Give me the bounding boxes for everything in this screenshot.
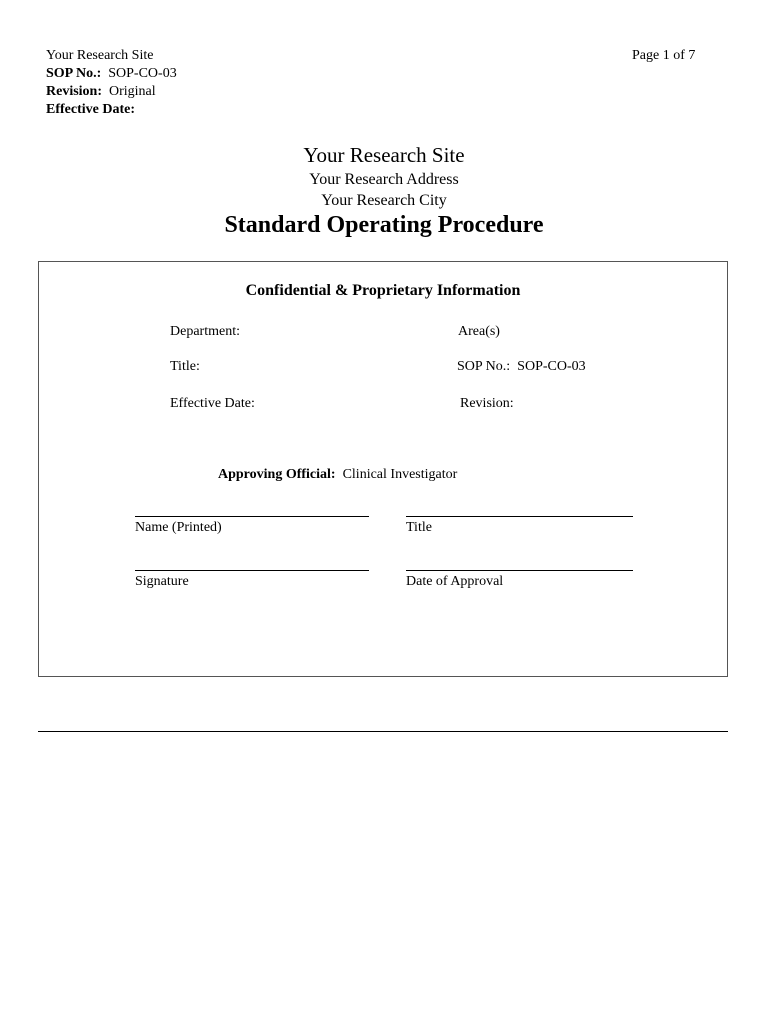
header-effective-date-label: Effective Date: [46, 102, 136, 117]
title-sign-line[interactable] [406, 516, 633, 517]
date-of-approval-caption: Date of Approval [406, 574, 504, 589]
name-printed-line[interactable] [135, 516, 369, 517]
header-revision-label: Revision: [46, 84, 102, 99]
form-sop-line [457, 358, 586, 375]
approval-form-box [38, 261, 728, 677]
header-revision-value: Original [109, 84, 156, 99]
form-sop-value: SOP-CO-03 [517, 359, 586, 374]
areas-label: Area(s) [458, 324, 500, 339]
title-site-name: Your Research Site [303, 143, 465, 167]
department-label: Department: [170, 324, 240, 339]
header-sop-line [46, 65, 177, 82]
document-type-title: Standard Operating Procedure [224, 212, 544, 238]
title-address: Your Research Address [309, 171, 459, 188]
form-heading: Confidential & Proprietary Information [245, 282, 521, 299]
approving-official-line [218, 466, 457, 483]
header-sop-value: SOP-CO-03 [108, 66, 177, 81]
header-site-name: Your Research Site [46, 48, 154, 63]
title-caption: Title [406, 520, 432, 535]
date-of-approval-line[interactable] [406, 570, 633, 571]
title-label: Title: [170, 359, 200, 374]
header-sop-label: SOP No.: [46, 66, 102, 81]
name-printed-caption: Name (Printed) [135, 520, 222, 535]
page-number: Page 1 of 7 [632, 48, 696, 63]
effective-date-label: Effective Date: [170, 396, 255, 411]
signature-line[interactable] [135, 570, 369, 571]
horizontal-divider [38, 731, 728, 732]
signature-caption: Signature [135, 574, 189, 589]
approving-official-label: Approving Official: [218, 467, 336, 482]
revision-label: Revision: [460, 396, 514, 411]
form-sop-label: SOP No.: [457, 359, 511, 374]
approving-official-value: Clinical Investigator [342, 467, 458, 482]
header-revision-line [46, 83, 156, 100]
title-city: Your Research City [321, 192, 447, 209]
